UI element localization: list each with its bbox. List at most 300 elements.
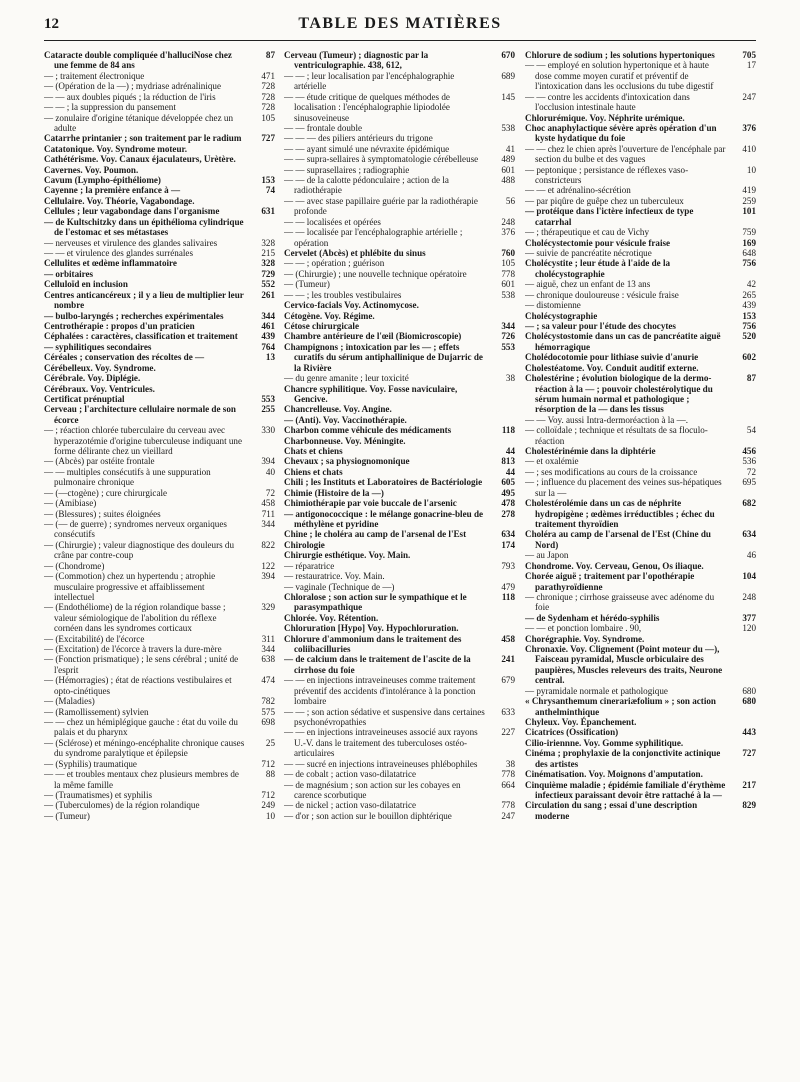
index-entry <box>44 675 275 696</box>
entry-text: — — Voy. aussi Intra-dermoréaction à la —. <box>525 414 688 425</box>
entry-text: Cervelet (Abcès) et phlébite du sinus <box>284 248 426 259</box>
entry-text: — — sucré en injections intraveineuses phlébophiles <box>284 758 478 769</box>
index-entry <box>44 206 275 216</box>
index-entry <box>525 311 756 321</box>
index-entry <box>284 561 515 571</box>
entry-page: 120 <box>742 623 756 634</box>
index-entry <box>525 446 756 456</box>
entry-text: Certificat prénuptial <box>44 393 125 404</box>
entry-text: — de cobalt ; action vaso-dilatatrice <box>284 769 417 780</box>
index-entry <box>44 185 275 195</box>
entry-text: Cholécystostomie dans un cas de pancréatite aiguë hémorragique <box>525 331 721 352</box>
entry-page: 520 <box>742 331 756 342</box>
entry-page: 10 <box>746 164 756 175</box>
entry-page: 829 <box>742 800 756 811</box>
entry-page: 729 <box>261 268 275 279</box>
index-entry <box>525 352 756 362</box>
entry-text: — peptonique ; persistance de réflexes vaso-constricteurs <box>525 164 689 186</box>
index-entry <box>284 269 515 279</box>
index-column-1 <box>44 50 275 1070</box>
index-entry <box>44 102 275 112</box>
entry-page: 474 <box>261 675 275 686</box>
entry-text: Cilio-iriennne. Voy. Gomme syphilitique. <box>525 737 684 748</box>
index-entry <box>44 738 275 759</box>
entry-text: Chondrome. Voy. Cerveau, Genou, Os iliaque. <box>525 560 704 571</box>
index-entry <box>525 748 756 769</box>
entry-page: 756 <box>742 320 756 331</box>
index-entry <box>44 425 275 456</box>
entry-text: — (Amibiase) <box>44 498 97 509</box>
entry-text: — (—ctogène) ; cure chirurgicale <box>44 487 168 498</box>
entry-page: 87 <box>265 50 275 60</box>
entry-page: 329 <box>261 602 275 613</box>
entry-page: 631 <box>261 206 275 217</box>
index-entry <box>525 123 756 144</box>
entry-text: — de Sydenham et hérédo-syphilis <box>525 612 660 623</box>
entry-page: 105 <box>501 258 515 269</box>
index-entry <box>44 759 275 769</box>
entry-page: 478 <box>501 498 515 509</box>
entry-text: — (Tumeur) <box>284 279 330 290</box>
index-entry <box>525 165 756 186</box>
index-entry <box>525 644 756 686</box>
index-entry <box>525 196 756 206</box>
index-entry <box>44 707 275 717</box>
entry-text: Chyleux. Voy. Épanchement. <box>525 717 637 727</box>
entry-text: Celluloïd en inclusion <box>44 279 128 290</box>
entry-page: 259 <box>742 195 756 206</box>
index-entry <box>284 769 515 779</box>
entry-text: Cicatrices (Ossification) <box>525 727 619 738</box>
index-entry <box>525 300 756 310</box>
entry-text: — (Tuberculomes) de la région rolandique <box>44 800 200 811</box>
entry-page: 680 <box>742 685 756 696</box>
entry-text: — — chez un hémiplégique gauche : état du voile du palais et du pharynx <box>44 717 238 738</box>
entry-text: Céréales ; conservation des récoltes de — <box>44 352 205 363</box>
index-entry <box>284 467 515 477</box>
index-entry <box>44 352 275 362</box>
entry-page: 227 <box>501 727 515 738</box>
entry-page: 46 <box>746 550 756 561</box>
entry-text: Chlorure d'ammonium dans le traitement des coliibacilluries <box>284 633 462 655</box>
index-entry <box>284 144 515 154</box>
entry-page: 782 <box>261 696 275 707</box>
entry-text: — par piqûre de guêpe chez un tuberculeux <box>525 195 684 206</box>
entry-page: 72 <box>746 466 756 477</box>
entry-text: — — étude critique de quelques méthodes de localisation : l'encéphalographie lipiodolée sinusoveineuse <box>284 91 450 123</box>
entry-page: 726 <box>501 331 515 342</box>
entry-page: 17 <box>746 60 756 71</box>
entry-text: Cholédocotomie pour lithiase suivie d'anurie <box>525 352 699 363</box>
index-entry <box>284 133 515 143</box>
entry-text: Chloruration [Hypo] Voy. Hypochloruration. <box>284 623 459 634</box>
entry-text: — (Anti). Voy. Vaccinothérapie. <box>284 414 407 425</box>
entry-page: 698 <box>261 717 275 727</box>
index-entry <box>284 707 515 728</box>
index-entry <box>525 363 756 373</box>
index-entry <box>44 311 275 321</box>
entry-text: — de calcium dans le traitement de l'ascite de la cirrhose du foie <box>284 654 471 675</box>
index-entry <box>44 373 275 383</box>
index-entry <box>525 717 756 727</box>
entry-page: 489 <box>501 154 515 165</box>
index-entry <box>44 519 275 540</box>
entry-page: 215 <box>261 248 275 259</box>
entry-text: Cholécystectomie pour vésicule fraise <box>525 237 671 248</box>
entry-page: 695 <box>742 477 756 488</box>
index-entry <box>284 498 515 508</box>
entry-page: 634 <box>742 529 756 540</box>
entry-text: Cataracte double compliquée d'halluciNose chez une femme de 84 ans <box>44 50 232 71</box>
entry-text: — et oxalémie <box>525 456 579 467</box>
entry-text: — — chez le chien après l'ouverture de l'encéphale par section du bulbe et des vagues <box>525 143 726 165</box>
index-entry <box>44 644 275 654</box>
index-entry <box>44 404 275 425</box>
index-entry <box>284 311 515 321</box>
entry-text: Cholécystographie <box>525 310 598 321</box>
index-entry <box>44 50 275 71</box>
index-entry <box>44 498 275 508</box>
entry-page: 169 <box>742 237 756 248</box>
index-entry <box>44 654 275 675</box>
entry-text: — distomienne <box>525 300 581 311</box>
entry-text: — pyramidale normale et pathologique <box>525 685 668 696</box>
index-entry <box>44 456 275 466</box>
index-entry <box>525 206 756 227</box>
index-entry <box>44 279 275 289</box>
entry-page: 419 <box>742 185 756 196</box>
entry-page: 118 <box>501 425 515 436</box>
entry-text: Cérébraux. Voy. Ventricules. <box>44 383 155 394</box>
entry-page: 40 <box>265 466 275 477</box>
entry-text: — réparatrice <box>284 560 335 571</box>
entry-text: — d'or ; son action sur le bouillon diphtérique <box>284 810 452 821</box>
entry-text: Choléra au camp de l'arsenal de l'Est (Chine du Nord) <box>525 529 711 550</box>
entry-text: — (Excitation) de l'écorce à travers la dure-mère <box>44 644 222 655</box>
entry-page: 575 <box>261 706 275 717</box>
entry-text: Chiens et chats <box>284 466 343 477</box>
entry-page: 634 <box>501 529 515 540</box>
index-entry <box>284 175 515 196</box>
entry-page: 394 <box>261 456 275 467</box>
index-entry <box>284 582 515 592</box>
entry-text: Chambre antérieure de l'œil (Biomicroscopie) <box>284 331 462 342</box>
entry-page: 248 <box>501 216 515 227</box>
index-entry <box>284 123 515 133</box>
entry-text: — de magnésium ; son action sur les cobayes en carence scorbutique <box>284 779 461 800</box>
entry-page: 538 <box>501 122 515 133</box>
entry-page: 536 <box>742 456 756 467</box>
index-entry <box>44 196 275 206</box>
entry-text: — (Chirurgie) ; une nouvelle technique opératoire <box>284 268 467 279</box>
entry-page: 248 <box>742 591 756 602</box>
index-entry <box>525 279 756 289</box>
entry-page: 479 <box>501 581 515 592</box>
entry-page: 41 <box>505 143 515 154</box>
entry-text: — — ; leur localisation par l'encéphalographie artérielle <box>284 70 455 92</box>
index-entry <box>284 592 515 613</box>
entry-page: 670 <box>501 50 515 60</box>
entry-text: — (Ramollissement) sylvien <box>44 706 149 717</box>
index-entry <box>44 238 275 248</box>
entry-page: 38 <box>505 758 515 769</box>
entry-text: Cerveau ; l'architecture cellulaire normale de son écorce <box>44 404 236 425</box>
entry-page: 394 <box>261 571 275 582</box>
index-entry <box>525 623 756 633</box>
index-entry <box>44 811 275 821</box>
entry-page: 458 <box>501 633 515 644</box>
entry-page: 601 <box>501 164 515 175</box>
entry-text: — orbitaires <box>44 268 94 279</box>
entry-page: 712 <box>261 789 275 800</box>
index-entry <box>284 634 515 655</box>
index-entry <box>284 623 515 633</box>
entry-text: — nerveuses et virulence des glandes salivaires <box>44 237 218 248</box>
index-entry <box>44 269 275 279</box>
index-entry <box>44 800 275 810</box>
index-entry <box>284 509 515 530</box>
index-entry <box>525 686 756 696</box>
entry-text: — — en injections intraveineuses associé aux rayons U.-V. dans le traitement des tuberculoses ostéo-articulaires <box>284 727 478 759</box>
entry-page: 44 <box>505 446 515 457</box>
entry-page: 13 <box>265 352 275 363</box>
index-column-3 <box>525 50 756 1070</box>
entry-text: — (Chondrome) <box>44 560 105 571</box>
index-entry <box>284 279 515 289</box>
entry-page: 72 <box>265 487 275 498</box>
entry-text: Cholestérine ; évolution biologique de la dermo-réaction à la — ; pouvoir cholestérolytique du sérum humain normal et pathologique ; résorption de la — dans les tissus <box>525 373 713 415</box>
index-entry <box>284 540 515 550</box>
entry-page: 344 <box>261 644 275 655</box>
entry-page: 255 <box>261 404 275 415</box>
entry-text: Cavernes. Voy. Poumon. <box>44 164 139 175</box>
index-entry <box>44 467 275 488</box>
index-entry <box>44 175 275 185</box>
entry-text: — ; traitement électronique <box>44 70 145 81</box>
entry-page: 101 <box>742 206 756 217</box>
index-entry <box>44 363 275 373</box>
entry-page: 153 <box>261 175 275 186</box>
index-entry <box>284 446 515 456</box>
index-entry <box>284 248 515 258</box>
entry-text: — — frontale double <box>284 122 363 133</box>
entry-text: — (Endothéliome) de la région rolandique basse ; valeur sémiologique de l'abolition du réflexe cornéen dans les syndromes corticaux <box>44 602 226 634</box>
entry-page: 682 <box>742 498 756 509</box>
index-entry <box>284 488 515 498</box>
entry-text: — (Hémorragies) ; état de réactions vestibulaires et opto-cinétiques <box>44 675 232 696</box>
page-number: 12 <box>44 16 59 32</box>
index-entry <box>284 759 515 769</box>
page-title: TABLE DES MATIÈRES <box>298 15 502 32</box>
entry-text: — (Tumeur) <box>44 810 90 821</box>
index-entry <box>525 238 756 248</box>
entry-page: 605 <box>501 477 515 488</box>
entry-text: — ; réaction chlorée tuberculaire du cerveau avec hyperazotémie d'origine tuberculeuse indiquant une forme délirante chez un vieillard <box>44 425 242 457</box>
entry-page: 760 <box>501 248 515 259</box>
entry-page: 145 <box>501 91 515 102</box>
index-entry <box>284 415 515 425</box>
entry-page: 633 <box>501 706 515 717</box>
index-entry <box>44 509 275 519</box>
entry-text: — bulbo-laryngés ; recherches expérimentales <box>44 310 224 321</box>
index-entry <box>525 456 756 466</box>
index-entry <box>44 81 275 91</box>
entry-page: 54 <box>746 425 756 436</box>
index-entry <box>44 248 275 258</box>
entry-text: Cinématisation. Voy. Moignons d'amputation. <box>525 769 703 780</box>
entry-page: 664 <box>501 779 515 790</box>
index-column-2 <box>284 50 515 1070</box>
index-entry <box>525 373 756 415</box>
entry-text: — chronique ; cirrhose graisseuse avec adénome du foie <box>525 591 715 613</box>
index-entry <box>525 550 756 560</box>
entry-page: 727 <box>261 133 275 144</box>
entry-page: 689 <box>501 70 515 81</box>
index-entry <box>44 571 275 602</box>
index-entry <box>284 196 515 217</box>
entry-text: Catatonique. Voy. Syndrome moteur. <box>44 143 187 154</box>
entry-page: 174 <box>501 539 515 550</box>
index-entry <box>284 654 515 675</box>
index-columns <box>44 50 756 1070</box>
index-entry <box>284 436 515 446</box>
index-entry <box>284 300 515 310</box>
entry-text: — chronique douloureuse : vésicule fraise <box>525 289 679 300</box>
index-entry <box>525 415 756 425</box>
entry-text: Cholestérinémie dans la diphtérie <box>525 446 656 457</box>
entry-text: — vaginale (Technique de —) <box>284 581 395 592</box>
index-entry <box>284 800 515 810</box>
entry-text: Cholestérolémie dans un cas de néphrite hydropigène ; œdèmes irréductibles ; échec du traitement thyroïdien <box>525 498 715 529</box>
entry-page: 601 <box>501 279 515 290</box>
page-header <box>44 14 756 38</box>
entry-text: — (Chirurgie) ; valeur diagnostique des douleurs du crâne par contre-coup <box>44 539 235 561</box>
index-entry <box>525 477 756 498</box>
entry-page: 10 <box>265 810 275 821</box>
index-entry <box>284 384 515 405</box>
entry-text: Chloralose ; son action sur le sympathique et le parasympathique <box>284 591 467 613</box>
entry-page: 461 <box>261 320 275 331</box>
index-entry <box>525 571 756 592</box>
index-entry <box>525 800 756 821</box>
entry-page: 330 <box>261 425 275 436</box>
entry-page: 247 <box>501 810 515 821</box>
index-entry <box>44 394 275 404</box>
index-entry <box>44 258 275 268</box>
entry-text: Champignons ; intoxication par les — ; effets curatifs du sérum antiphallinique de Dujarric de la Rivière <box>284 341 483 373</box>
entry-page: 727 <box>742 748 756 759</box>
index-entry <box>284 780 515 801</box>
entry-page: 376 <box>501 227 515 238</box>
entry-text: Charbon comme véhicule des médicaments <box>284 425 452 436</box>
entry-page: 538 <box>501 289 515 300</box>
entry-text: Chancre syphilitique. Voy. Fosse naviculaire, Gencive. <box>284 383 458 404</box>
index-entry <box>44 165 275 175</box>
index-entry <box>525 144 756 165</box>
index-entry <box>284 258 515 268</box>
entry-page: 764 <box>261 341 275 352</box>
index-entry <box>284 811 515 821</box>
entry-page: 495 <box>501 487 515 498</box>
entry-text: Chorée aiguë ; traitement par l'opothérapie parathyroïdienne <box>525 571 695 592</box>
entry-page: 793 <box>501 560 515 571</box>
entry-text: — antigonococcique : le mélange gonacrine-bleu de méthylène et pyridine <box>284 508 484 529</box>
entry-page: 376 <box>742 122 756 133</box>
entry-page: 778 <box>501 769 515 780</box>
entry-page: 265 <box>742 289 756 300</box>
entry-text: Choc anaphylactique sévère après opération d'un kyste hydatique du foie <box>525 122 717 144</box>
index-entry <box>525 727 756 737</box>
entry-text: — — localisées et opérées <box>284 216 381 227</box>
entry-page: 705 <box>742 50 756 60</box>
entry-text: Cellulaire. Voy. Théorie, Vagabondage. <box>44 195 195 206</box>
index-entry <box>44 634 275 644</box>
entry-page: 439 <box>261 331 275 342</box>
entry-text: Cétose chirurgicale <box>284 320 359 331</box>
index-entry <box>525 258 756 279</box>
entry-text: Chili ; les Instituts et Laboratoires de Bactériologie <box>284 477 483 488</box>
entry-page: 553 <box>261 393 275 404</box>
entry-text: — ; ses modifications au cours de la croissance <box>525 466 698 477</box>
index-entry <box>284 71 515 92</box>
entry-page: 104 <box>742 571 756 582</box>
entry-text: — (Fonction prismatique) ; le sens cérébral ; unité de l'esprit <box>44 654 239 675</box>
entry-page: 778 <box>501 268 515 279</box>
entry-page: 44 <box>505 466 515 477</box>
index-entry <box>284 331 515 341</box>
entry-text: — (Maladies) <box>44 696 95 707</box>
entry-text: Circulation du sang ; essai d'une description moderne <box>525 800 698 821</box>
entry-text: — — et adrénalino-sécrétion <box>525 185 631 196</box>
entry-page: 728 <box>261 102 275 113</box>
entry-text: — ; thérapeutique et cau de Vichy <box>525 227 650 238</box>
index-entry <box>44 144 275 154</box>
entry-page: 241 <box>501 654 515 665</box>
index-entry <box>44 290 275 311</box>
entry-page: 680 <box>742 696 756 707</box>
entry-text: — colloïdale ; technique et résultats de sa floculo-réaction <box>525 425 708 446</box>
entry-text: — (Commotion) chez un hypertendu ; atrophie musculaire progressive et affaiblissement intellectuel <box>44 571 216 602</box>
entry-text: Cérébelleux. Voy. Syndrome. <box>44 362 156 373</box>
index-entry <box>44 561 275 571</box>
entry-text: Cellules ; leur vagabondage dans l'organisme <box>44 206 220 217</box>
entry-text: — (Traumatismes) et syphilis <box>44 789 153 800</box>
entry-page: 328 <box>261 258 275 269</box>
entry-text: — — localisée par l'encéphalographie artérielle ; opération <box>284 227 463 248</box>
index-entry <box>284 675 515 706</box>
entry-text: — restauratrice. Voy. Main. <box>284 571 385 582</box>
entry-text: — suivie de pancréatite nécrotique <box>525 248 652 259</box>
entry-text: Centres anticancéreux ; il y a lieu de multiplier leur nombre <box>44 289 244 311</box>
index-entry <box>284 342 515 373</box>
entry-text: — (Syphilis) traumatique <box>44 758 137 769</box>
entry-text: — de Kultschitzky dans un épithélioma cylindrique de l'estomac et ses métastases <box>44 216 244 238</box>
entry-text: — — — des piliers antérieurs du trigone <box>284 133 433 144</box>
index-entry <box>284 425 515 435</box>
index-entry <box>525 321 756 331</box>
entry-page: 217 <box>742 779 756 790</box>
entry-page: 778 <box>501 800 515 811</box>
index-entry <box>284 613 515 623</box>
index-entry <box>525 780 756 801</box>
entry-page: 249 <box>261 800 275 811</box>
index-entry <box>284 727 515 758</box>
index-entry <box>525 248 756 258</box>
entry-text: — du genre amanite ; leur toxicité <box>284 373 409 384</box>
entry-text: — de nickel ; action vaso-dilatatrice <box>284 800 417 811</box>
index-entry <box>284 571 515 581</box>
entry-text: Centrothérapie : propos d'un praticien <box>44 320 195 331</box>
